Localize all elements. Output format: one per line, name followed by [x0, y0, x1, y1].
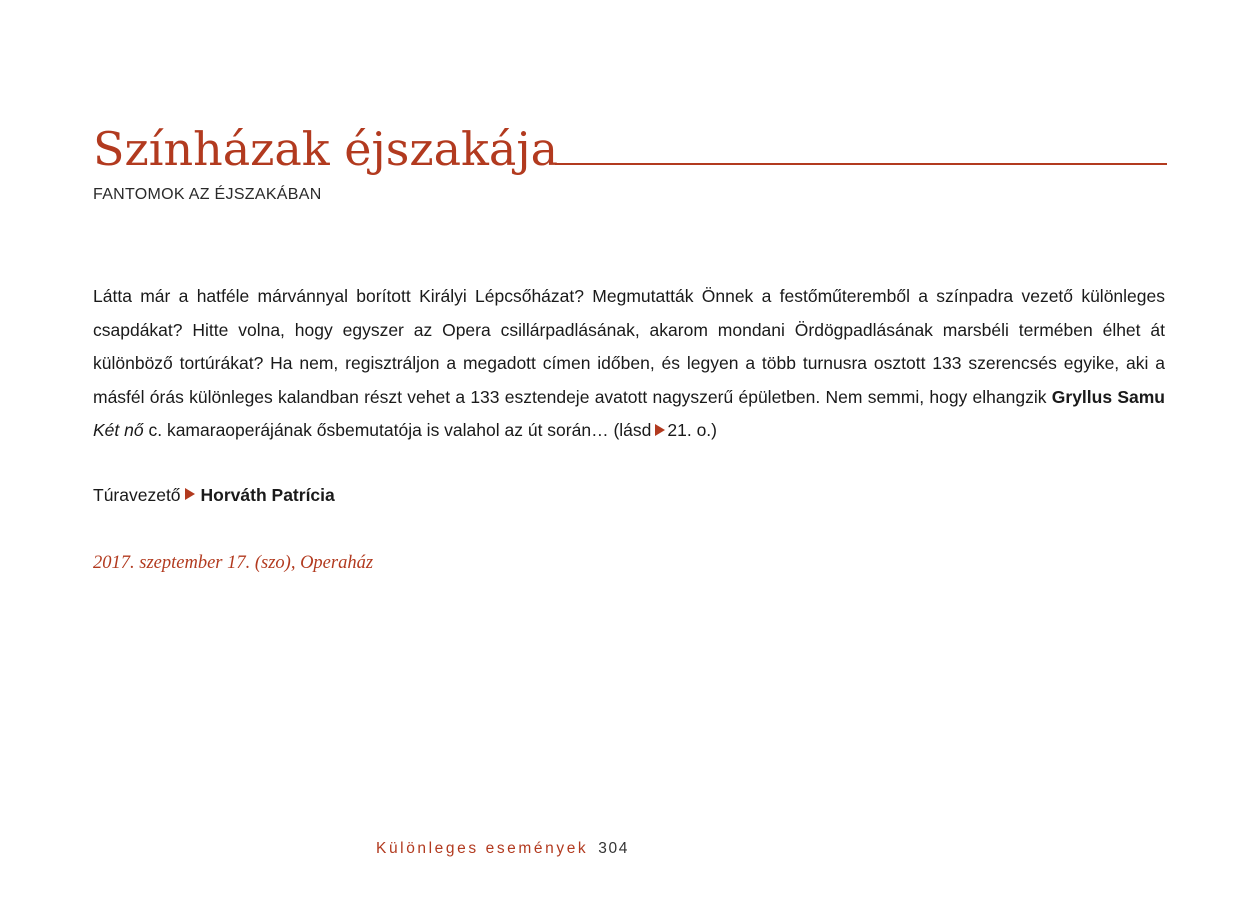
description-text: Látta már a hatféle márvánnyal borított Királyi Lépcsőházat? Megmutatták Önnek a festőműteremből a színpadra vezető különleges csapdákat? Hitte volna, hogy egyszer az Opera csillárpadlásának, akarom mondani Ördögpadlásának marsbéli termében élhet át különböző tortúrákat? Ha nem, regisztráljon a megadott címen időben, és legyen a több turnusra osztott 133 szerencsés egyike, aki a másfél órás különleges kalandban részt vehet a 133 esztendeje avatott nagyszerű épületben. Nem semmi, hogy elhangzik [93, 286, 1165, 407]
composer-name: Gryllus Samu [1051, 386, 1165, 407]
page-footer [376, 836, 629, 862]
description-paragraph [93, 280, 1165, 448]
event-date-place: 2017. szeptember 17. (szo), Operaház [93, 553, 374, 573]
footer-section-title: Különleges események [376, 840, 589, 857]
page-number: 304 [598, 840, 629, 857]
title-row [93, 118, 1167, 180]
work-title: Két nő [93, 420, 144, 441]
description-text-continued: c. kamaraoperájának ősbemutatója is valahol az út során… (lásd [143, 420, 652, 441]
triangle-right-icon [655, 424, 665, 436]
guide-line [93, 480, 335, 510]
page-title: Színházak éjszakája [93, 122, 559, 176]
triangle-right-icon [185, 488, 195, 500]
guide-name: Horváth Patrícia [200, 485, 335, 505]
guide-label: Túravezető [93, 485, 181, 505]
page-reference: 21. o.) [667, 420, 717, 441]
page-subtitle: FANTOMOK AZ ÉJSZAKÁBAN [93, 186, 322, 203]
title-divider [555, 163, 1167, 165]
